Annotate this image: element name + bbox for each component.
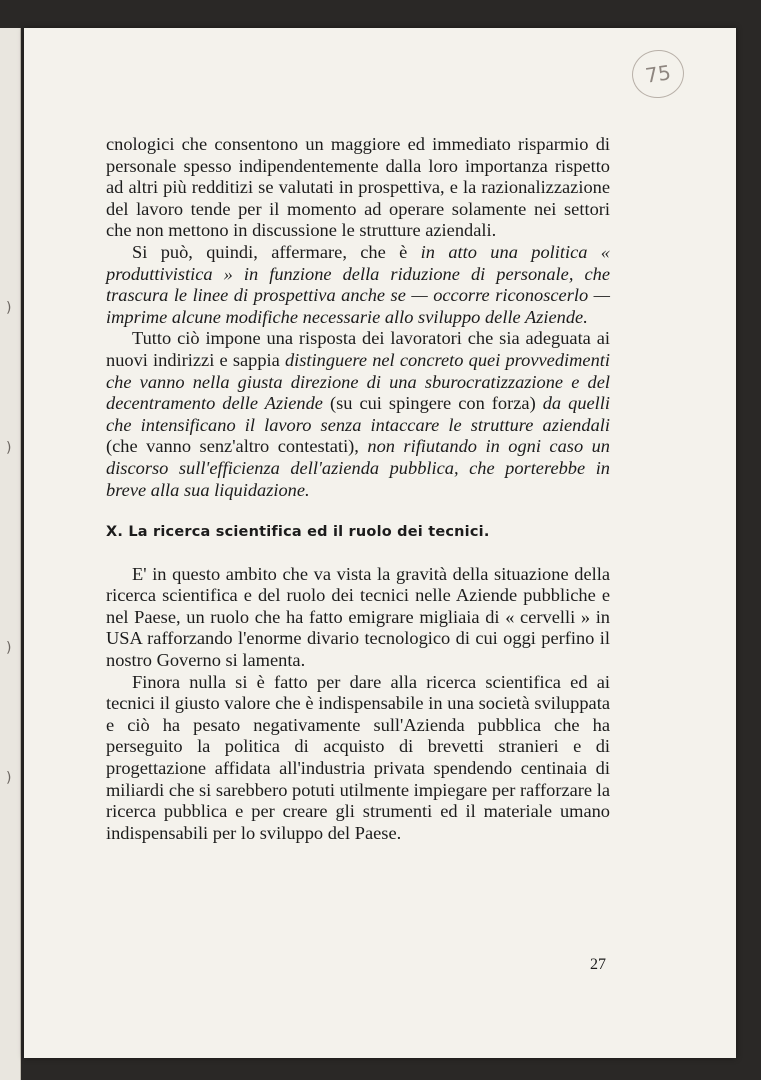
text-segment: Si può, quindi, affermare, che è: [132, 241, 421, 262]
paragraph: [106, 134, 610, 242]
paragraph: [106, 328, 610, 501]
margin-mark: ): [6, 640, 12, 656]
text-segment: Tutto ciò impone una risposta dei lavoratori che sia adeguata ai nuovi indirizzi e sappia: [106, 328, 610, 370]
text-segment: Finora nulla si è fatto per dare alla ricerca scientifica ed ai tecnici il giusto valore che è indispensabile in una società sviluppata e ciò ha pesato negativamente sull'Azienda pubblica che ha perseguito la politica di acquisto di brevetti stranieri e di progettazione affidata all'industria privata spendendo centinaia di miliardi che si sarebbero potuti utilmente impiegare per rafforzare la ricerca pubblica e per creare gli strumenti ed il materiale umano indispensabili per lo sviluppo del Paese.: [106, 671, 610, 843]
paragraph: [106, 242, 610, 328]
paragraph: [106, 672, 610, 845]
margin-mark: ): [6, 770, 12, 786]
page-number: 27: [590, 956, 606, 973]
facing-page-edge: [0, 28, 21, 1080]
text-segment-italic: non rifiutando in ogni caso un discorso sull'efficienza dell'azienda pubblica, che porterebbe in breve alla sua liquidazione.: [106, 436, 610, 500]
margin-mark: ): [6, 440, 12, 456]
text-segment-italic: in atto una politica « produttivistica » in funzione della riduzione di personale, che trascura le linee di prospettiva anche se — occorre riconoscerlo — imprime alcune modifiche necessarie allo sviluppo delle Aziende.: [106, 241, 610, 327]
text-segment: (che vanno senz'altro contestati),: [106, 436, 368, 457]
text-segment: (su cui spingere con forza): [322, 393, 543, 414]
margin-mark: ): [6, 300, 12, 316]
paragraph: [106, 564, 610, 672]
section-heading: X. La ricerca scientifica ed il ruolo dei tecnici.: [106, 524, 490, 541]
text-segment-italic: distinguere nel concreto quei provvedimenti che vanno nella giusta direzione di una sburocratizzazione e del decentramento delle Aziende: [106, 349, 610, 414]
archive-stamp: 75: [629, 47, 687, 102]
body-text: [106, 134, 610, 844]
text-segment: E' in questo ambito che va vista la gravità della situazione della ricerca scientifica e del ruolo dei tecnici nelle Aziende pubbliche e nel Paese, un ruolo che ha fatto emigrare migliaia di « cervelli » in USA rafforzando l'enorme divario tecnologico di cui oggi perfino il nostro Governo si lamenta.: [106, 563, 610, 671]
text-segment: cnologici che consentono un maggiore ed immediato risparmio di personale spesso indipendentemente dalla loro importanza rispetto ad altri più redditizi se valutati in prospettiva, e la razionalizzazione del lavoro tende per il momento ad operare solamente nei settori che non mettono in discussione le strutture aziendali.: [106, 134, 610, 241]
book-page: [24, 28, 736, 1058]
text-segment-italic: da quelli che intensificano il lavoro senza intaccare le strutture aziendali: [106, 393, 611, 435]
